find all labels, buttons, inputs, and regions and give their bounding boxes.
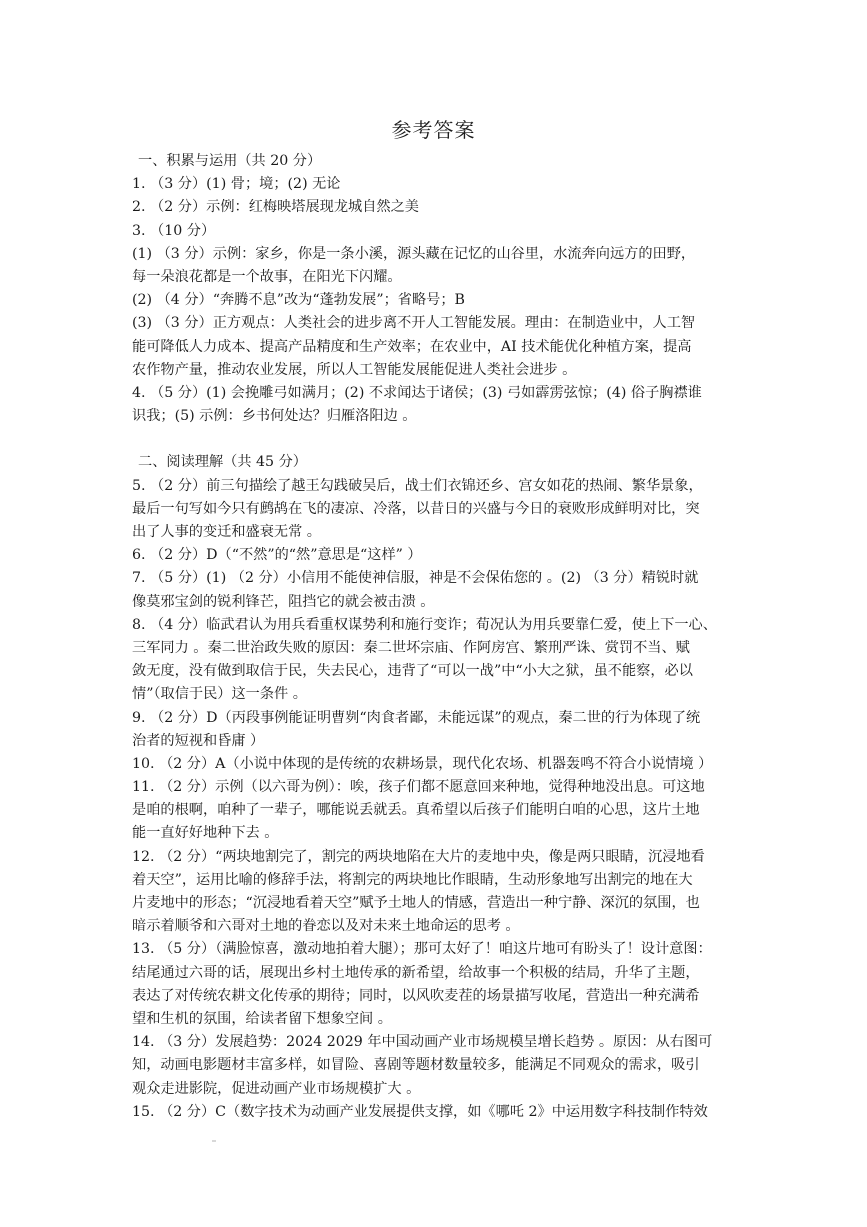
answer-line: 6. （2 分）D（“不然”的“然”意思是“这样” ）: [132, 547, 422, 564]
answer-line: 14. （3 分）发展趋势：2024 2029 年中国动画产业市场规模呈增长趋势 。原因：从右图可: [132, 1034, 713, 1051]
answer-line: 最后一句写如今只有鹧鸪在飞的凄凉、冷落，以昔日的兴盛与今日的衰败形成鲜明对比，突: [132, 500, 700, 517]
answer-line: (3) （3 分）正方观点：人类社会的进步离不开人工智能发展。理由：在制造业中，人工智: [132, 315, 696, 332]
page-title: 参考答案: [391, 118, 476, 142]
answer-line: 着天空”，运用比喻的修辞手法，将割完的两块地比作眼睛，生动形象地写出割完的地在大: [132, 871, 693, 888]
scan-speck: [212, 1140, 216, 1142]
section-heading: 一、积累与运用（共 20 分）: [138, 153, 322, 169]
answer-line: 是咱的根啊，咱种了一辈子，哪能说丢就丢。真希望以后孩子们能明白咱的心思，这片土地: [132, 802, 700, 819]
answer-line: 13. （5 分）（满脸惊喜，激动地拍着大腿）；那可太好了！咱这片地可有盼头了！设计意图：: [132, 941, 712, 958]
answer-line: 5. （2 分）前三句描绘了越王勾践破吴后，战士们衣锦还乡、宫女如花的热闹、繁华景象，: [132, 477, 703, 494]
answer-line: 出了人事的变迁和盛衰无常 。: [132, 524, 321, 540]
answer-line: 识我；(5) 示例：乡书何处达？归雁洛阳边 。: [132, 408, 417, 425]
answer-line: 11. （2 分）示例（以六哥为例）：唉，孩子们都不愿意回来种地，觉得种地没出息。可这地: [132, 779, 705, 796]
answer-line: 情”（取信于民）这一条件 。: [132, 686, 307, 703]
answer-line: 知，动画电影题材丰富多样，如冒险、喜剧等题材数量较多，能满足不同观众的需求，吸引: [132, 1057, 700, 1074]
answer-line: 8. （4 分）临武君认为用兵看重权谋势利和施行变诈；荀况认为用兵要靠仁爱，使上下一心、: [132, 616, 717, 633]
answer-line: 15. （2 分）C（数字技术为动画产业发展提供支撑，如《哪吒 2》中运用数字科技制作特效: [132, 1103, 708, 1120]
answer-line: 像莫邪宝剑的锐利锋芒，阻挡它的就会被击溃 。: [132, 593, 435, 610]
answer-line: (1) （3 分）示例：家乡，你是一条小溪，源头藏在记忆的山谷里，水流奔向远方的田野，: [132, 245, 696, 262]
paragraph-gap: [132, 428, 742, 451]
answer-line: 望和生机的氛围，给读者留下想象空间 。: [132, 1010, 392, 1027]
answer-line: (2) （4 分）“奔腾不息”改为“蓬勃发展”；省略号；B: [132, 292, 465, 309]
section-heading: 二、阅读理解（共 45 分）: [138, 454, 307, 471]
answer-line: 三军同力 。秦二世治政失败的原因：秦二世坏宗庙、作阿房宫、繁刑严诛、赏罚不当、赋: [132, 639, 690, 656]
answer-line: 12. （2 分）“两块地割完了，割完的两块地陷在大片的麦地中央，像是两只眼睛，沉浸地看: [132, 848, 705, 865]
answer-line: 治者的短视和昏庸 ）: [132, 732, 265, 749]
answer-line: 3. （10 分）: [132, 222, 216, 239]
answer-line: 农作物产量，推动农业发展，所以人工智能发展能促进人类社会进步 。: [132, 361, 577, 378]
answer-line: 1. （3 分）(1) 骨；境；(2) 无论: [132, 176, 341, 193]
answer-line: 每一朵浪花都是一个故事，在阳光下闪耀。: [132, 268, 402, 285]
answer-line: 9. （2 分）D（丙段事例能证明曹刿“肉食者鄙，未能远谋”的观点，秦二世的行为体现了统: [132, 709, 701, 726]
answer-line: 能一直好好地种下去 。: [132, 825, 279, 842]
answer-line: 10. （2 分）A（小说中体现的是传统的农耕场景，现代化农场、机器轰鸣不符合小说情境 ）: [132, 755, 713, 772]
answer-line: 暗示着顺爷和六哥对土地的眷恋以及对未来土地命运的思考 。: [132, 918, 520, 935]
answer-line: 4. （5 分）(1) 会挽雕弓如满月；(2) 不求闻达于诸侯；(3) 弓如霹雳弦惊；(4) 俗子胸襟谁: [132, 384, 702, 401]
answer-line: 观众走进影院，促进动画产业市场规模扩大 。: [132, 1080, 421, 1097]
answer-content: [132, 150, 742, 1124]
answer-line: 能可降低人力成本、提高产品精度和生产效率；在农业中，AI 技术能优化种植方案，提高: [132, 338, 692, 355]
answer-line: 表达了对传统农耕文化传承的期待；同时，以风吹麦茬的场景描写收尾，营造出一种充满希: [132, 987, 700, 1004]
answer-line: 片麦地中的形态；“沉浸地看着天空”赋予土地人的情感，营造出一种宁静、深沉的氛围，也: [132, 895, 700, 911]
answer-line: 7. （5 分）(1) （2 分）小信用不能使神信服，神是不会保佑您的 。(2) （3 分）精锐时就: [132, 570, 699, 587]
answer-line: 敛无度，没有做到取信于民，失去民心，违背了“可以一战”中“小大之狱，虽不能察，必以: [132, 663, 693, 680]
answer-line: 结尾通过六哥的话，展现出乡村土地传承的新希望，给故事一个积极的结局，升华了主题，: [132, 964, 700, 981]
answer-line: 2. （2 分）示例：红梅映塔展现龙城自然之美: [132, 199, 419, 216]
